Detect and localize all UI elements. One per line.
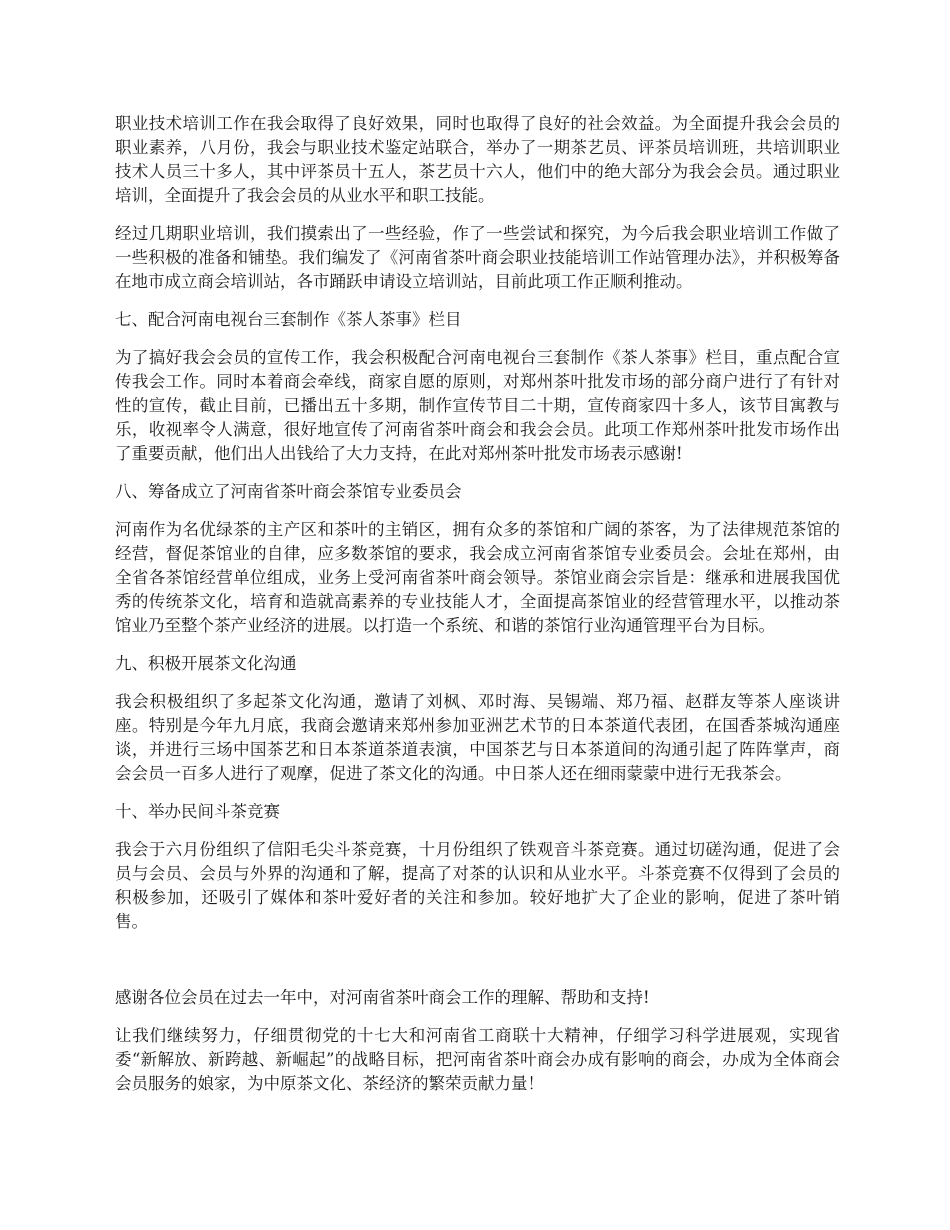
- paragraph-teahouse-committee: 河南作为名优绿茶的主产区和茶叶的主销区，拥有众多的茶馆和广阔的茶客，为了法律规范茶馆的经营，督促茶馆业的自律，应多数茶馆的要求，我会成立河南省茶馆专业委员会。会址在郑州，由全省各茶馆经营单位组成，业务上受河南省茶叶商会领导。茶馆业商会宗旨是：继承和进展我国优秀的传统茶文化，培育和造就高素养的专业技能人才，全面提高茶馆业的经营管理水平，以推动茶馆业乃至整个茶产业经济的进展。以打造一个系统、和谐的茶馆行业沟通管理平台为目标。: [115, 520, 840, 635]
- section-heading-8: 八、筹备成立了河南省茶叶商会茶馆专业委员会: [115, 482, 462, 501]
- paragraph-training-results: 职业技术培训工作在我会取得了良好效果，同时也取得了良好的社会效益。为全面提升我会会员的职业素养，八月份，我会与职业技术鉴定站联合，举办了一期茶艺员、评茶员培训班，共培训职业技术人员三十多人，其中评茶员十五人，茶艺员十六人，他们中的绝大部分为我会会员。通过职业培训，全面提升了我会会员的从业水平和职工技能。: [115, 114, 840, 205]
- paragraph-tea-competition: 我会于六月份组织了信阳毛尖斗茶竞赛，十月份组织了铁观音斗茶竞赛。通过切磋沟通，促进了会员与会员、会员与外界的沟通和了解，提高了对茶的认识和从业水平。斗茶竞赛不仅得到了会员的积极参加，还吸引了媒体和茶叶爱好者的关注和参加。较好地扩大了企业的影响，促进了茶叶销售。: [115, 840, 840, 931]
- section-heading-9: 九、积极开展茶文化沟通: [115, 654, 297, 673]
- document-body: [115, 112, 840, 1110]
- section-heading-7: 七、配合河南电视台三套制作《茶人茶事》栏目: [115, 310, 462, 329]
- paragraph-tv-program: 为了搞好我会会员的宣传工作，我会积极配合河南电视台三套制作《茶人茶事》栏目，重点配合宣传我会工作。同时本着商会牵线，商家自愿的原则，对郑州茶叶批发市场的部分商户进行了有针对性的宣传，截止目前，已播出五十多期，制作宣传节目二十期，宣传商家四十多人，该节目寓教与乐，收视率令人满意，很好地宣传了河南省茶叶商会和我会会员。此项工作郑州茶叶批发市场作出了重要贡献，他们出人出钱给了大力支持，在此对郑州茶叶批发市场表示感谢!: [115, 348, 840, 463]
- paragraph-thanks: 感谢各位会员在过去一年中，对河南省茶叶商会工作的理解、帮助和支持!: [115, 988, 650, 1007]
- section-heading-10: 十、举办民间斗茶竞赛: [115, 802, 280, 821]
- paragraph-tea-culture-exchange: 我会积极组织了多起茶文化沟通，邀请了刘枫、邓时海、吴锡端、郑乃福、赵群友等茶人座谈讲座。特别是今年九月底，我商会邀请来郑州参加亚洲艺术节的日本茶道代表团，在国香茶城沟通座谈，并进行三场中国茶艺和日本茶道茶道表演，中国茶艺与日本茶道间的沟通引起了阵阵掌声，商会会员一百多人进行了观摩，促进了茶文化的沟通。中日茶人还在细雨蒙蒙中进行无我茶会。: [115, 692, 840, 783]
- paragraph-training-experience: 经过几期职业培训，我们摸索出了一些经验，作了一些尝试和探究，为今后我会职业培训工作做了一些积极的准备和铺垫。我们编发了《河南省茶叶商会职业技能培训工作站管理办法》，并积极筹备在地市成立商会培训站，各市踊跃申请设立培训站，目前此项工作正顺利推动。: [115, 224, 840, 291]
- paragraph-closing: 让我们继续努力，仔细贯彻党的十七大和河南省工商联十大精神，仔细学习科学进展观，实现省委“新解放、新跨越、新崛起”的战略目标，把河南省茶叶商会办成有影响的商会，办成为全体商会会员服务的娘家，为中原茶文化、茶经济的繁荣贡献力量！: [115, 1026, 840, 1093]
- blank-spacer: [115, 948, 840, 986]
